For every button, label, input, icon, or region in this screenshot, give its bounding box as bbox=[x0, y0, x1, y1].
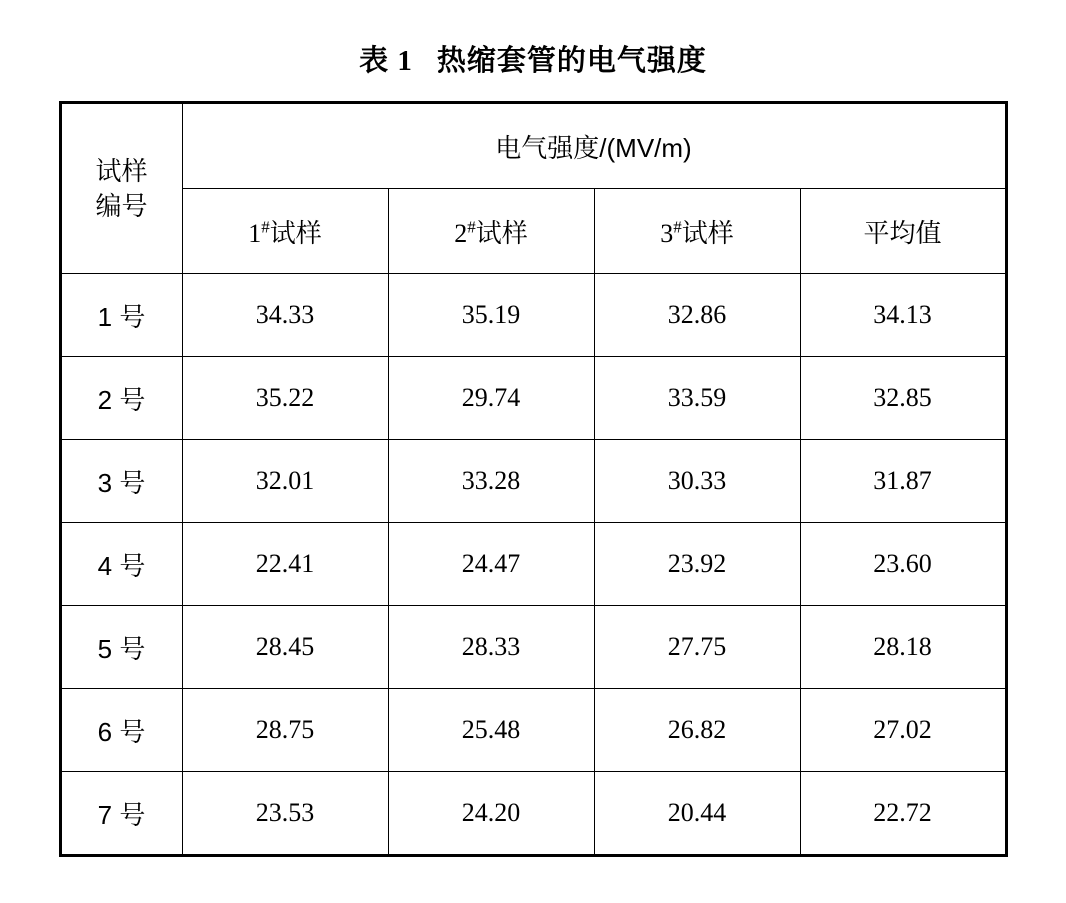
header-sample-1 bbox=[182, 189, 388, 274]
table-caption-label: 表 1 bbox=[359, 45, 413, 77]
row-id bbox=[60, 357, 182, 440]
row-id-label: 5 号 bbox=[97, 633, 146, 664]
header-sample-2 bbox=[388, 189, 594, 274]
table-row bbox=[60, 606, 1006, 689]
table-row bbox=[60, 440, 1006, 523]
header-sample-id-line2: 编号 bbox=[95, 190, 148, 221]
header-sample-1-sup: # bbox=[261, 216, 270, 236]
header-average-text: 平均值 bbox=[863, 217, 942, 248]
cell-sample-2: 33.28 bbox=[388, 440, 594, 523]
electric-strength-table bbox=[59, 101, 1008, 857]
row-id bbox=[60, 523, 182, 606]
header-average bbox=[800, 189, 1006, 274]
cell-sample-3: 30.33 bbox=[594, 440, 800, 523]
row-id-label: 1 号 bbox=[97, 301, 146, 332]
row-id-label: 3 号 bbox=[97, 467, 146, 498]
cell-average: 31.87 bbox=[800, 440, 1006, 523]
table-header-row-sub bbox=[60, 189, 1006, 274]
cell-sample-2: 29.74 bbox=[388, 357, 594, 440]
table-row bbox=[60, 357, 1006, 440]
header-sample-id bbox=[60, 103, 182, 274]
cell-sample-3: 26.82 bbox=[594, 689, 800, 772]
table-row bbox=[60, 274, 1006, 357]
cell-sample-3: 33.59 bbox=[594, 357, 800, 440]
cell-sample-2: 25.48 bbox=[388, 689, 594, 772]
cell-average: 32.85 bbox=[800, 357, 1006, 440]
header-sample-3-sup: # bbox=[673, 216, 682, 236]
row-id-label: 7 号 bbox=[97, 799, 146, 830]
cell-sample-1: 32.01 bbox=[182, 440, 388, 523]
header-sample-2-num: 2 bbox=[454, 218, 468, 248]
table-caption-title: 热缩套管的电气强度 bbox=[436, 45, 707, 77]
row-id-label: 2 号 bbox=[97, 384, 146, 415]
row-id-label: 6 号 bbox=[97, 716, 146, 747]
header-group-electric-strength bbox=[182, 103, 1006, 189]
row-id bbox=[60, 440, 182, 523]
cell-average: 28.18 bbox=[800, 606, 1006, 689]
row-id bbox=[60, 274, 182, 357]
cell-sample-2: 24.20 bbox=[388, 772, 594, 856]
cell-sample-3: 20.44 bbox=[594, 772, 800, 856]
header-sample-1-num: 1 bbox=[248, 218, 262, 248]
table-caption bbox=[0, 0, 1066, 101]
header-sample-1-text: 试样 bbox=[269, 217, 322, 248]
cell-average: 23.60 bbox=[800, 523, 1006, 606]
cell-sample-1: 28.45 bbox=[182, 606, 388, 689]
cell-sample-3: 23.92 bbox=[594, 523, 800, 606]
header-sample-3-text: 试样 bbox=[681, 217, 734, 248]
cell-sample-1: 23.53 bbox=[182, 772, 388, 856]
table-header-row-group bbox=[60, 103, 1006, 189]
table-row bbox=[60, 689, 1006, 772]
header-sample-2-text: 试样 bbox=[475, 217, 528, 248]
cell-average: 27.02 bbox=[800, 689, 1006, 772]
table-row bbox=[60, 523, 1006, 606]
cell-sample-2: 35.19 bbox=[388, 274, 594, 357]
row-id bbox=[60, 606, 182, 689]
cell-sample-2: 28.33 bbox=[388, 606, 594, 689]
row-id bbox=[60, 689, 182, 772]
cell-sample-1: 28.75 bbox=[182, 689, 388, 772]
header-sample-3 bbox=[594, 189, 800, 274]
cell-sample-3: 27.75 bbox=[594, 606, 800, 689]
cell-average: 22.72 bbox=[800, 772, 1006, 856]
row-id-label: 4 号 bbox=[97, 550, 146, 581]
header-sample-id-line1: 试样 bbox=[95, 156, 148, 187]
table-row bbox=[60, 772, 1006, 856]
header-group-label: 电气强度/(MV/m) bbox=[495, 132, 692, 163]
cell-sample-2: 24.47 bbox=[388, 523, 594, 606]
cell-sample-1: 34.33 bbox=[182, 274, 388, 357]
header-sample-3-num: 3 bbox=[660, 218, 674, 248]
cell-sample-1: 35.22 bbox=[182, 357, 388, 440]
header-sample-2-sup: # bbox=[467, 216, 476, 236]
cell-sample-3: 32.86 bbox=[594, 274, 800, 357]
cell-sample-1: 22.41 bbox=[182, 523, 388, 606]
row-id bbox=[60, 772, 182, 856]
cell-average: 34.13 bbox=[800, 274, 1006, 357]
